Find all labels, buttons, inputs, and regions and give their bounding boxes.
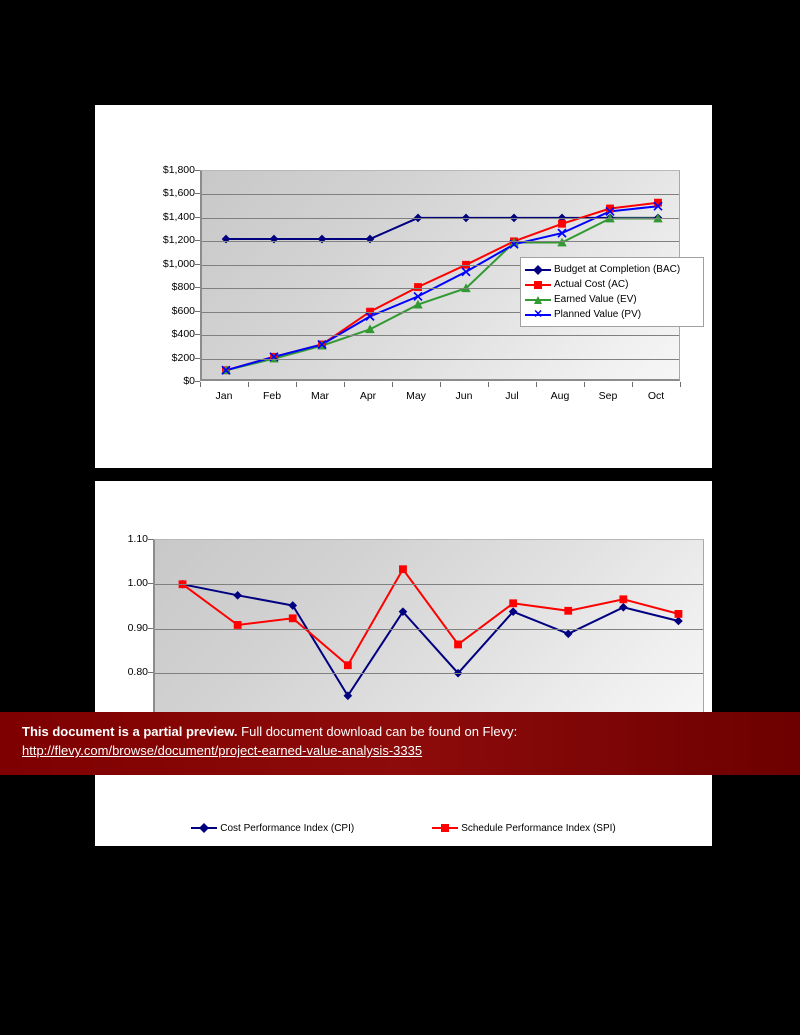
legend-marker-x: ✕ xyxy=(533,308,543,320)
data-point-marker xyxy=(414,292,422,300)
x-axis-tick-label: Mar xyxy=(310,390,330,402)
y-axis-tick-label: $1,200 xyxy=(162,234,195,247)
legend-item-label: Planned Value (PV) xyxy=(554,309,642,320)
data-point-marker xyxy=(344,662,351,669)
legend-item xyxy=(525,292,697,307)
partial-preview-banner xyxy=(0,712,800,775)
x-axis-tick-label: Oct xyxy=(647,390,665,402)
x-axis-tick-label: Aug xyxy=(550,390,570,402)
legend-marker-diamond xyxy=(199,823,209,833)
legend-marker-square xyxy=(441,824,449,832)
legend-pi xyxy=(95,821,712,835)
legend-key xyxy=(191,822,217,834)
legend-eva xyxy=(520,257,704,327)
legend-item-label: Actual Cost (AC) xyxy=(554,279,629,290)
performance-index-chart-panel xyxy=(95,481,712,846)
y-axis-tick-label: $200 xyxy=(171,351,195,364)
legend-item-label: Schedule Performance Index (SPI) xyxy=(461,822,616,834)
legend-item xyxy=(525,307,697,322)
gridline xyxy=(155,584,703,585)
x-axis-tick-mark xyxy=(392,382,393,387)
x-axis-tick-label: Jul xyxy=(505,390,519,402)
x-axis-tick-mark xyxy=(680,382,681,387)
plot-area-pi xyxy=(153,539,704,716)
legend-key xyxy=(525,294,551,306)
x-axis-tick-mark xyxy=(296,382,297,387)
gridline xyxy=(155,673,703,674)
data-point-marker xyxy=(234,591,242,599)
data-point-marker xyxy=(619,603,627,611)
preview-banner-bold-text: This document is a partial preview. xyxy=(22,724,238,739)
preview-banner-rest-text: Full document download can be found on Flevy: xyxy=(237,724,518,739)
x-axis-tick-label: Feb xyxy=(262,390,282,402)
data-point-marker xyxy=(399,566,406,573)
x-axis-tick-mark xyxy=(584,382,585,387)
legend-marker-diamond xyxy=(533,265,543,275)
x-axis-tick-label: Sep xyxy=(598,390,618,402)
gridline xyxy=(202,335,679,336)
x-axis-tick-mark xyxy=(344,382,345,387)
legend-marker-square xyxy=(534,281,542,289)
y-axis-tick-label: $1,600 xyxy=(162,187,195,200)
data-point-marker xyxy=(366,325,374,333)
legend-key xyxy=(432,822,458,834)
gridline xyxy=(202,241,679,242)
y-axis-tick-label: $1,800 xyxy=(162,164,195,176)
y-axis-tick-label: $1,400 xyxy=(162,210,195,223)
legend-marker-triangle xyxy=(534,296,542,304)
legend-item xyxy=(525,277,697,292)
legend-item xyxy=(525,262,697,277)
legend-item-label: Budget at Completion (BAC) xyxy=(554,264,681,275)
x-axis-tick-label: Jun xyxy=(455,390,473,402)
x-axis-tick-mark xyxy=(632,382,633,387)
preview-banner-line1 xyxy=(22,723,778,741)
x-axis-tick-label: May xyxy=(406,390,426,402)
legend-item xyxy=(191,821,354,835)
series-line xyxy=(183,584,679,696)
x-axis-tick-mark xyxy=(200,382,201,387)
earned-value-analysis-chart-panel xyxy=(95,105,712,468)
data-point-marker xyxy=(558,220,565,227)
y-axis-tick-label: $600 xyxy=(171,304,195,317)
data-point-marker xyxy=(454,641,461,648)
legend-item-label: Cost Performance Index (CPI) xyxy=(220,822,355,834)
x-axis-tick-mark xyxy=(536,382,537,387)
x-axis-tick-label: Apr xyxy=(359,390,377,402)
y-axis-tick-label: $1,000 xyxy=(162,257,195,270)
y-axis-tick-label: 1.10 xyxy=(127,533,148,545)
y-axis-tick-label: 0.80 xyxy=(127,665,148,678)
data-point-marker xyxy=(510,600,517,607)
data-point-marker xyxy=(289,615,296,622)
data-point-marker xyxy=(234,621,241,628)
legend-item-label: Earned Value (EV) xyxy=(554,294,637,305)
preview-banner-line2 xyxy=(22,741,778,761)
preview-banner-url[interactable]: http://flevy.com/browse/document/project-earned-value-analysis-3335 xyxy=(22,743,423,758)
x-axis-tick-mark xyxy=(488,382,489,387)
y-axis-tick-label: $400 xyxy=(171,328,195,341)
data-point-marker xyxy=(675,617,683,625)
y-axis-tick-label: $0 xyxy=(183,375,195,387)
gridline xyxy=(202,194,679,195)
x-axis-tick-mark xyxy=(248,382,249,387)
legend-key xyxy=(525,279,551,291)
data-point-marker xyxy=(462,268,470,276)
legend-key xyxy=(525,309,551,321)
y-axis-tick-label: 0.90 xyxy=(127,621,148,634)
data-point-marker xyxy=(675,610,682,617)
gridline xyxy=(155,629,703,630)
data-point-marker xyxy=(620,596,627,603)
y-axis-tick-label: 1.00 xyxy=(127,577,148,590)
data-point-marker xyxy=(565,607,572,614)
gridline xyxy=(202,359,679,360)
legend-key xyxy=(525,264,551,276)
gridline xyxy=(202,218,679,219)
legend-item xyxy=(432,821,616,835)
x-axis-tick-label: Jan xyxy=(215,390,233,402)
x-axis-tick-mark xyxy=(440,382,441,387)
data-point-marker xyxy=(564,630,572,638)
y-axis-tick-label: $800 xyxy=(171,281,195,294)
series-lines-pi xyxy=(155,540,704,716)
series-line xyxy=(226,218,658,239)
